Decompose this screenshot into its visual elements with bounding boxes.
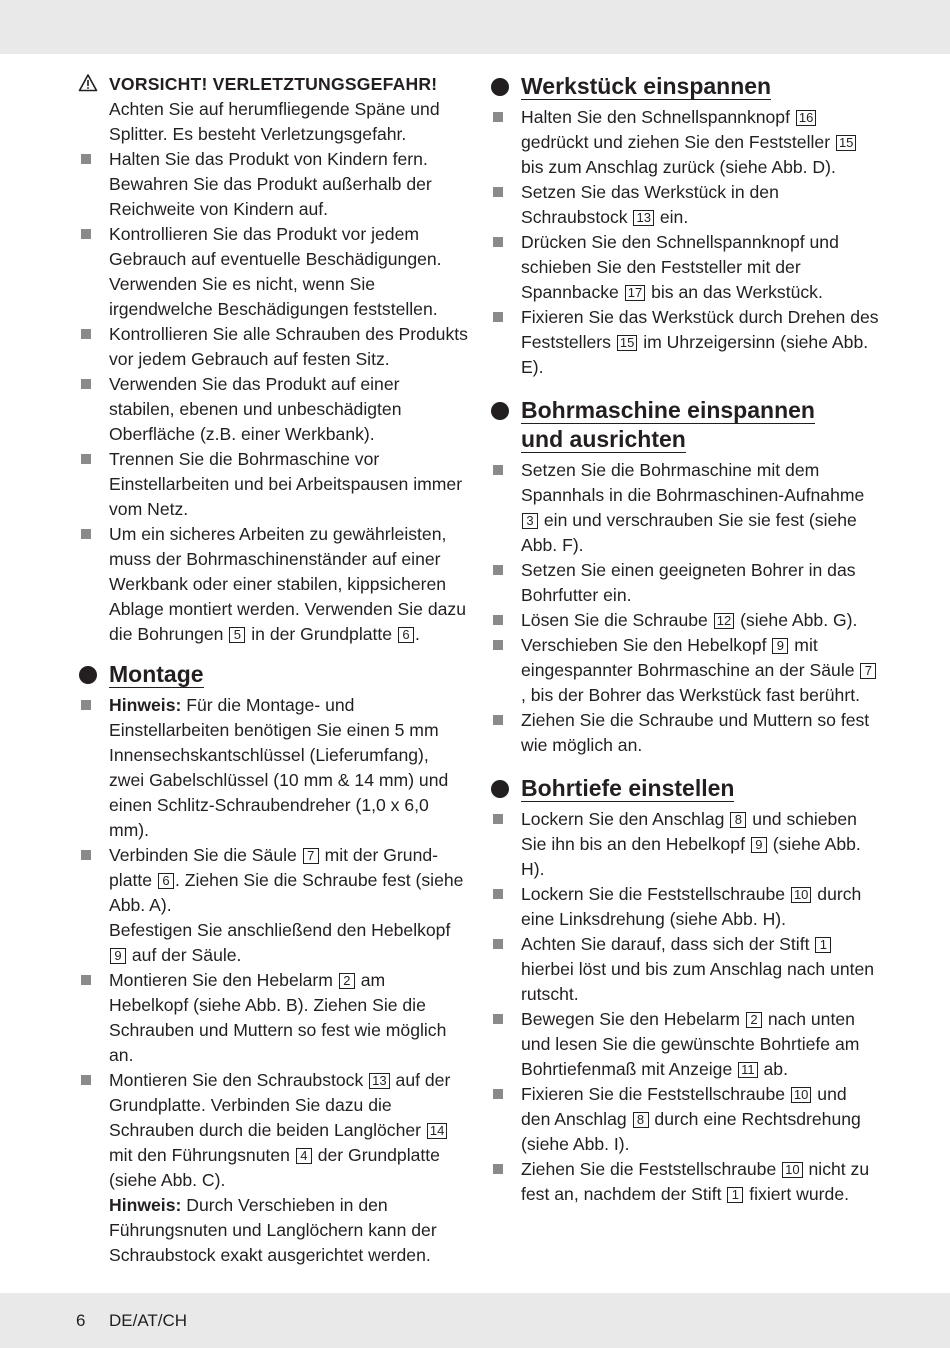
warning-icon: [78, 73, 98, 93]
part-number: 15: [617, 335, 637, 351]
part-number: 6: [398, 627, 414, 643]
section-heading-bohrtiefe: Bohrtiefe einstellen: [490, 774, 880, 803]
heading-dot-icon: [491, 402, 509, 420]
heading-dot-icon: [79, 666, 97, 684]
list-item: Hinweis: Für die Montage- und Einstellarbeiten benötigen Sie einen 5 mm Innensechskantschlüssel (Lieferumfang), zwei Gabelschlüssel (10 mm & 14 mm) und einen Schlitz-Schraubendreher (1,0 x 6,0 mm).: [78, 693, 468, 843]
bullet-square-icon: [493, 640, 503, 650]
heading-dot-icon: [491, 78, 509, 96]
bullet-square-icon: [81, 529, 91, 539]
bullet-square-icon: [493, 112, 503, 122]
bullet-square-icon: [493, 1014, 503, 1024]
bullet-square-icon: [493, 187, 503, 197]
bullet-square-icon: [493, 715, 503, 725]
list-item: Setzen Sie die Bohrmaschine mit dem Spannhals in die Bohrmaschinen-Aufnahme 3 ein und verschrauben Sie sie fest (siehe Abb. F).: [490, 458, 880, 558]
part-number: 9: [110, 948, 126, 964]
bullet-square-icon: [493, 814, 503, 824]
bullet-square-icon: [81, 850, 91, 860]
bullet-square-icon: [81, 329, 91, 339]
bullet-square-icon: [493, 889, 503, 899]
part-number: 8: [633, 1112, 649, 1128]
part-number: 9: [751, 837, 767, 853]
bullet-square-icon: [81, 154, 91, 164]
bullet-square-icon: [493, 237, 503, 247]
list-item: Fixieren Sie das Werkstück durch Drehen des Feststellers 15 im Uhrzeigersinn (siehe Abb. E).: [490, 305, 880, 380]
bullet-square-icon: [493, 615, 503, 625]
bullet-square-icon: [493, 939, 503, 949]
list-item: Trennen Sie die Bohrmaschine vor Einstellarbeiten und bei Arbeitspausen immer vom Netz.: [78, 447, 468, 522]
section-heading-montage: Montage: [78, 660, 468, 689]
part-number: 16: [796, 110, 816, 126]
part-number: 10: [791, 1087, 811, 1103]
part-number: 7: [303, 848, 319, 864]
section-heading-werkstueck: Werkstück einspannen: [490, 72, 880, 101]
part-number: 12: [714, 613, 734, 629]
part-number: 7: [860, 663, 876, 679]
part-number: 13: [369, 1073, 389, 1089]
list-item: Halten Sie das Produkt von Kindern fern. Bewahren Sie das Produkt außerhalb der Reichweite von Kindern auf.: [78, 147, 468, 222]
list-item: Halten Sie den Schnellspannknopf 16 gedrückt und ziehen Sie den Feststeller 15 bis zum Anschlag zurück (siehe Abb. D).: [490, 105, 880, 180]
part-number: 13: [633, 210, 653, 226]
bullet-square-icon: [493, 1164, 503, 1174]
part-number: 6: [158, 873, 174, 889]
part-number: 15: [836, 135, 856, 151]
list-item: Setzen Sie das Werkstück in den Schraubstock 13 ein.: [490, 180, 880, 230]
part-number: 1: [815, 937, 831, 953]
hinweis-label: Hinweis:: [109, 695, 182, 715]
top-bar: [0, 0, 950, 54]
list-item: Ziehen Sie die Feststellschraube 10 nicht zu fest an, nachdem der Stift 1 fixiert wurde.: [490, 1157, 880, 1207]
part-number: 4: [296, 1148, 312, 1164]
page-number: 6: [76, 1311, 86, 1330]
bullet-square-icon: [81, 454, 91, 464]
part-number: 3: [522, 513, 538, 529]
bullet-square-icon: [493, 565, 503, 575]
list-item: Lockern Sie den Anschlag 8 und schieben Sie ihn bis an den Hebelkopf 9 (siehe Abb. H).: [490, 807, 880, 882]
bullet-square-icon: [81, 1075, 91, 1085]
part-number: 17: [625, 285, 645, 301]
list-item: Kontrollieren Sie alle Schrauben des Produkts vor jedem Gebrauch auf festen Sitz.: [78, 322, 468, 372]
list-item: Drücken Sie den Schnellspannknopf und schieben Sie den Feststeller mit der Spannbacke 17 bis an das Werkstück.: [490, 230, 880, 305]
right-column: [490, 72, 880, 1207]
section-heading-bohrmaschine: Bohrmaschine einspannen und ausrichten: [490, 396, 880, 454]
list-item: Montieren Sie den Schraubstock 13 auf der Grundplatte. Verbinden Sie dazu die Schrauben durch die beiden Langlöcher 14 mit den Führungsnuten 4 der Grundplatte (siehe Abb. C). Hinweis: Durch Verschieben in den Führungsnuten und Langlöchern kann der Schraubstock exakt ausgerichtet werden.: [78, 1068, 468, 1268]
bullet-square-icon: [81, 229, 91, 239]
part-number: 5: [229, 627, 245, 643]
part-number: 1: [727, 1187, 743, 1203]
list-item: Montieren Sie den Hebelarm 2 am Hebelkopf (siehe Abb. B). Ziehen Sie die Schrauben und Muttern so fest wie möglich an.: [78, 968, 468, 1068]
list-item: Kontrollieren Sie das Produkt vor jedem Gebrauch auf eventuelle Beschädigungen. Verwenden Sie es nicht, wenn Sie irgendwelche Beschädigungen feststellen.: [78, 222, 468, 322]
part-number: 9: [772, 638, 788, 654]
part-number: 8: [730, 812, 746, 828]
warning-block: [78, 72, 468, 147]
list-item: Lösen Sie die Schraube 12 (siehe Abb. G).: [490, 608, 880, 633]
heading-dot-icon: [491, 780, 509, 798]
list-item: Ziehen Sie die Schraube und Muttern so fest wie möglich an.: [490, 708, 880, 758]
bullet-square-icon: [493, 312, 503, 322]
footer-region: DE/AT/CH: [109, 1311, 188, 1330]
left-column: [78, 72, 468, 1268]
hinweis-label: Hinweis:: [109, 1195, 182, 1215]
list-item: Um ein sicheres Arbeiten zu gewährleisten, muss der Bohrmaschinenständer auf einer Werkbank oder einer stabilen, kippsicheren Ablage montiert werden. Verwenden Sie dazu die Bohrungen 5 in der Grundplatte 6 .: [78, 522, 468, 647]
part-number: 11: [738, 1062, 758, 1078]
list-item: Setzen Sie einen geeigneten Bohrer in das Bohrfutter ein.: [490, 558, 880, 608]
list-item: Verschieben Sie den Hebelkopf 9 mit eingespannter Bohrmaschine an der Säule 7, bis der Bohrer das Werkstück fast berührt.: [490, 633, 880, 708]
list-item: Verbinden Sie die Säule 7 mit der Grund-platte 6 . Ziehen Sie die Schraube fest (siehe Abb. A). Befestigen Sie anschließend den Hebelkopf 9 auf der Säule.: [78, 843, 468, 968]
list-item: Lockern Sie die Feststellschraube 10 durch eine Linksdrehung (siehe Abb. H).: [490, 882, 880, 932]
bullet-square-icon: [81, 975, 91, 985]
part-number: 10: [782, 1162, 802, 1178]
part-number: 10: [791, 887, 811, 903]
part-number: 14: [427, 1123, 447, 1139]
part-number: 2: [746, 1012, 762, 1028]
warning-title: VORSICHT! VERLETZTUNGSGEFAHR!: [109, 74, 438, 94]
bullet-square-icon: [81, 379, 91, 389]
bullet-square-icon: [81, 700, 91, 710]
list-item: Fixieren Sie die Feststellschraube 10 und den Anschlag 8 durch eine Rechtsdrehung (siehe Abb. I).: [490, 1082, 880, 1157]
list-item: Bewegen Sie den Hebelarm 2 nach unten und lesen Sie die gewünschte Bohrtiefe am Bohrtiefenmaß mit Anzeige 11 ab.: [490, 1007, 880, 1082]
bullet-square-icon: [493, 1089, 503, 1099]
part-number: 2: [339, 973, 355, 989]
warning-text: Achten Sie auf herumfliegende Späne und Splitter. Es besteht Verletzungsgefahr.: [109, 99, 440, 144]
list-item: Verwenden Sie das Produkt auf einer stabilen, ebenen und unbeschädigten Oberfläche (z.B. einer Werkbank).: [78, 372, 468, 447]
list-item: Achten Sie darauf, dass sich der Stift 1 hierbei löst und bis zum Anschlag nach unten rutscht.: [490, 932, 880, 1007]
bullet-square-icon: [493, 465, 503, 475]
